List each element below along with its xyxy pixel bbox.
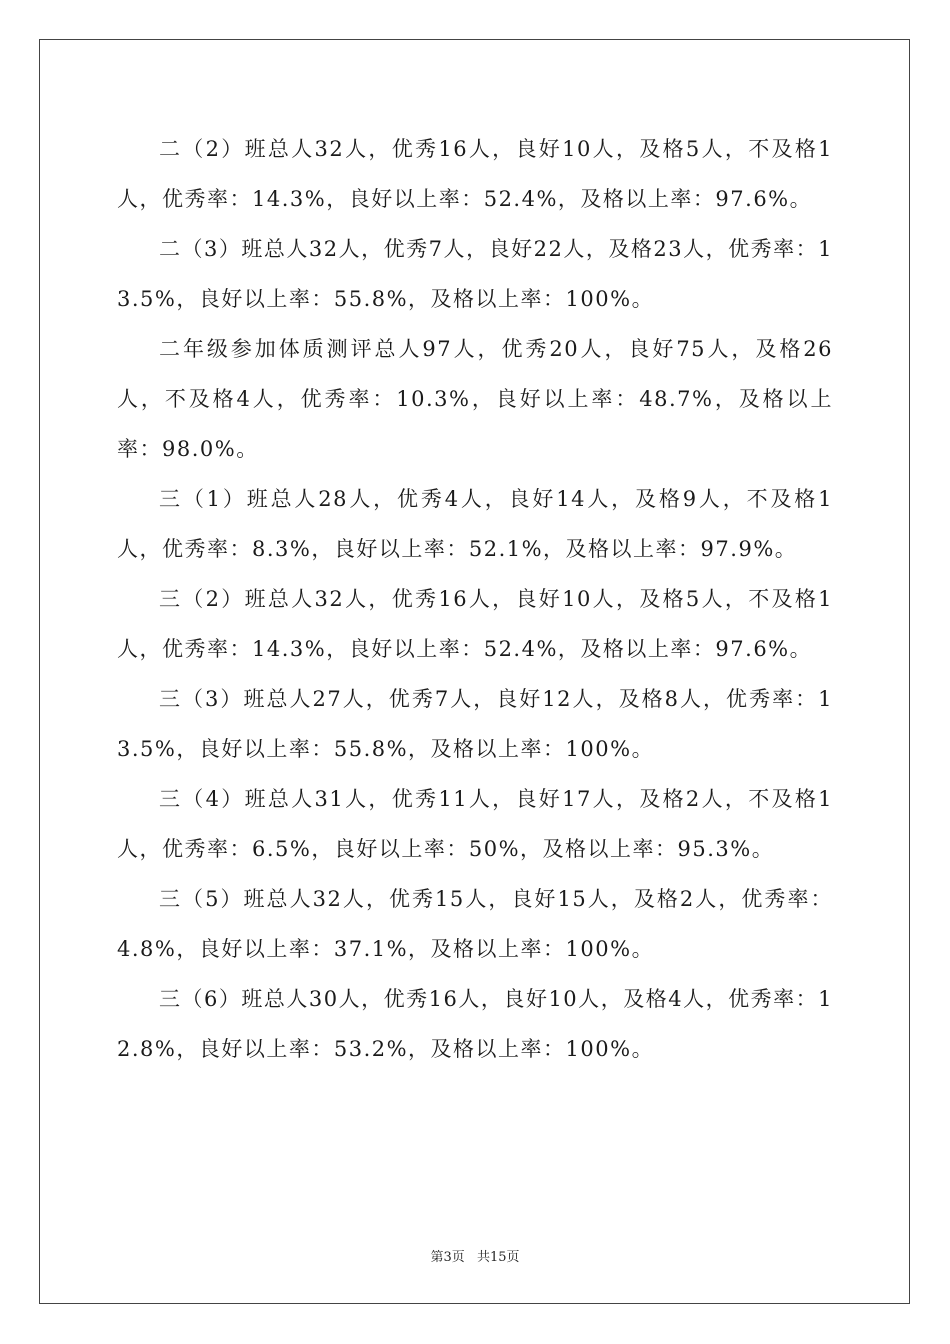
paragraph: 三（5）班总人32人，优秀15人，良好15人，及格2人，优秀率：4.8%，良好以上率：37.1%，及格以上率：100%。 — [117, 887, 833, 961]
paragraph: 三（3）班总人27人，优秀7人，良好12人，及格8人，优秀率：13.5%，良好以上率：55.8%，及格以上率：100%。 — [117, 687, 833, 761]
paragraph: 三（4）班总人31人，优秀11人，良好17人，及格2人，不及格1人，优秀率：6.5%，良好以上率：50%，及格以上率：95.3%。 — [117, 787, 833, 861]
page-footer — [0, 1246, 950, 1265]
paragraph: 二（2）班总人32人，优秀16人，良好10人，及格5人，不及格1人，优秀率：14.3%，良好以上率：52.4%，及格以上率：97.6%。 — [117, 137, 833, 211]
paragraph: 三（1）班总人28人，优秀4人，良好14人，及格9人，不及格1人，优秀率：8.3%，良好以上率：52.1%，及格以上率：97.9%。 — [117, 487, 833, 561]
paragraph: 三（6）班总人30人，优秀16人，良好10人，及格4人，优秀率：12.8%，良好以上率：53.2%，及格以上率：100%。 — [117, 987, 833, 1061]
document-body — [117, 124, 833, 1074]
paragraph: 三（2）班总人32人，优秀16人，良好10人，及格5人，不及格1人，优秀率：14.3%，良好以上率：52.4%，及格以上率：97.6%。 — [117, 587, 833, 661]
paragraph: 二年级参加体质测评总人97人，优秀20人，良好75人，及格26人，不及格4人，优秀率：10.3%，良好以上率：48.7%，及格以上率：98.0%。 — [117, 337, 833, 461]
page-total: 共15页 — [476, 1250, 520, 1265]
paragraph: 二（3）班总人32人，优秀7人，良好22人，及格23人，优秀率：13.5%，良好以上率：55.8%，及格以上率：100%。 — [117, 237, 833, 311]
page-number: 第3页 — [430, 1250, 465, 1265]
